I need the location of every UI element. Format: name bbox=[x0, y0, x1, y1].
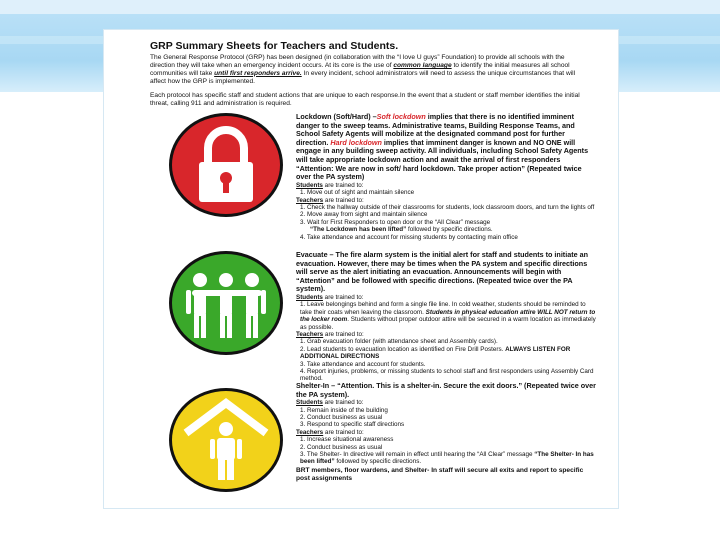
three-people-icon bbox=[168, 250, 284, 356]
teachers-label: Teachers bbox=[296, 196, 324, 204]
shelter-students-label bbox=[296, 399, 596, 406]
shelter-teacher-text: followed by specific directions. bbox=[334, 458, 422, 466]
intro-text: The General Response Protocol (GRP) has been designed (in collaboration with the “I love U guys” Foundation) to provide all schools with the direction they will take when an emergency incident occurs. At its core is the use of bbox=[150, 54, 565, 69]
evacuate-heading: Evacuate – The fire alarm system is the initial alert for staff and students to initiate an evacuation. However, there may be times when the PA system and specific directions will serve as the alert initiating an evacuation. Announcements will begin with “Attention” and be followed with specific directions. (Repeated twice over the PA system). bbox=[296, 250, 588, 294]
lockdown-student-item: 1. Move out of sight and maintain silence bbox=[300, 189, 415, 197]
lockdown-lifted-message: “The Lockdown has been lifted” bbox=[310, 226, 407, 234]
shelter-heading: Shelter-In – “Attention. This is a shelter-in. Secure the exit doors.” (Repeated twice over the PA system). bbox=[296, 381, 596, 399]
hard-lockdown-label: Hard lockdown bbox=[330, 137, 382, 147]
shelter-student-item: 1. Remain inside of the building bbox=[300, 406, 388, 414]
trained-label: are trained to: bbox=[322, 399, 364, 407]
intro-paragraph-1 bbox=[150, 54, 590, 86]
evacuate-teacher-item: 1. Grab evacuation folder (with attendance sheet and Assembly cards). bbox=[300, 338, 498, 346]
page-title: GRP Summary Sheets for Teachers and Students. bbox=[150, 40, 399, 52]
document-page bbox=[104, 30, 618, 508]
soft-lockdown-label: Soft lockdown bbox=[376, 112, 426, 121]
intro-paragraph-2: Each protocol has specific staff and student actions that are unique to each response.In the event that a student or staff member identifies the initial threat, calling 911 and administration is required. bbox=[150, 91, 580, 107]
evacuate-teachers-label bbox=[296, 331, 596, 338]
lock-keyhole-slot bbox=[223, 180, 229, 193]
intro-text: to identify the initial measures all school communities will take bbox=[150, 61, 570, 77]
teachers-label: Teachers bbox=[296, 331, 324, 338]
evacuate-teacher-item: 3. Take attendance and account for students. bbox=[300, 360, 426, 368]
lockdown-heading-text: implies that imminent danger is known and NO ONE will engage in any building sweep activity. All individuals, including School Safety Agents will take appropriate lockdown action and await the arrival of first responders bbox=[296, 137, 589, 164]
lockdown-lifted-rest: followed by specific directions. bbox=[406, 226, 493, 234]
padlock-icon bbox=[168, 112, 284, 218]
trained-label: are trained to: bbox=[323, 196, 364, 204]
students-label: Students bbox=[296, 181, 323, 189]
shelter-footer-note: BRT members, floor wardens, and Shelter- In staff will secure all exits and report to specific post assignments bbox=[296, 467, 584, 482]
lockdown-attention: “Attention: We are now in soft/ hard lockdown. Take proper action” (Repeated twice over the PA system) bbox=[296, 163, 582, 182]
lockdown-teacher-item: 3. Wait for First Responders to open door or the “All Clear” message bbox=[300, 218, 491, 226]
lockdown-students-label bbox=[296, 182, 596, 189]
shelter-student-item: 3. Respond to specific staff directions bbox=[300, 421, 405, 429]
evacuate-section bbox=[296, 251, 596, 383]
lockdown-teacher-item: 1. Check the hallway outside of their classrooms for students, lock classroom doors, and turn the lights off bbox=[300, 203, 595, 211]
evacuate-listen-note: ALWAYS LISTEN FOR ADDITIONAL DIRECTIONS bbox=[300, 345, 571, 361]
trained-label: are trained to: bbox=[322, 181, 364, 189]
intro-until-first-responders: until first responders arrive. bbox=[214, 69, 302, 77]
evacuate-student-text: 1. Leave belongings behind and form a single file line. In cold weather, students should be reminded to take their coats when leaving the classroom. bbox=[300, 301, 586, 316]
lockdown-teacher-item: 4. Take attendance and account for missing students by contacting main office bbox=[300, 233, 518, 241]
trained-label: are trained to: bbox=[322, 293, 364, 301]
evacuate-teacher-item: 4. Report injuries, problems, or missing students to school staff and first responders using Assembly Card method. bbox=[300, 368, 594, 383]
teachers-label: Teachers bbox=[296, 428, 324, 436]
intro bbox=[150, 54, 590, 107]
shelter-teacher-text: 3. The Shelter- In directive will remain in effect until hearing the “All Clear” message bbox=[300, 451, 535, 459]
shelter-teachers-label bbox=[296, 429, 596, 436]
intro-common-language: common language bbox=[393, 61, 452, 69]
trained-label: are trained to: bbox=[323, 428, 364, 436]
students-label: Students bbox=[296, 293, 323, 301]
lockdown-teacher-item: 2. Move away from sight and maintain silence bbox=[300, 211, 428, 219]
shelter-section bbox=[296, 382, 596, 466]
evacuate-student-text: . Students without proper outdoor attire will be secured in a warm location as immediately as possible. bbox=[300, 316, 596, 331]
shelter-teacher-item: 1. Increase situational awareness bbox=[300, 436, 394, 444]
evacuate-teacher-text: 2. Lead students to evacuation location as identified on Fire Drill Posters. bbox=[300, 345, 506, 353]
lockdown-heading bbox=[296, 113, 596, 165]
students-label: Students bbox=[296, 399, 323, 407]
shelter-teacher-item bbox=[296, 451, 596, 466]
lockdown-heading-text: Lockdown (Soft/Hard) – bbox=[296, 112, 377, 121]
shelter-student-item: 2. Conduct business as usual bbox=[300, 414, 383, 421]
shelter-lifted-message: “The Shelter- In has been lifted” bbox=[300, 451, 594, 466]
lockdown-teachers-label bbox=[296, 197, 596, 204]
trained-label: are trained to: bbox=[323, 331, 364, 338]
evacuate-students-label bbox=[296, 294, 596, 301]
intro-text: In every incident, school administrators will need to assess the unique circumstances that will affect how the GRP is implemented. bbox=[150, 69, 576, 85]
evacuate-pe-attire-note: Students in physical education attire WILL NOT return to the locker room bbox=[300, 308, 596, 324]
shelter-teacher-item: 2. Conduct business as usual bbox=[300, 443, 383, 451]
lockdown-section bbox=[296, 113, 596, 241]
person-under-roof-icon bbox=[168, 387, 284, 493]
evacuate-student-item bbox=[296, 301, 596, 331]
lockdown-teacher-item bbox=[296, 226, 596, 233]
evacuate-teacher-item bbox=[296, 346, 596, 361]
header-band-light bbox=[0, 0, 720, 14]
lockdown-heading-text: implies that there is no identified imminent danger to the sweep teams. Administrative teams, Building Response Teams, and School Safety Agents will mobilize at the designated command post for further direction. bbox=[296, 112, 575, 147]
